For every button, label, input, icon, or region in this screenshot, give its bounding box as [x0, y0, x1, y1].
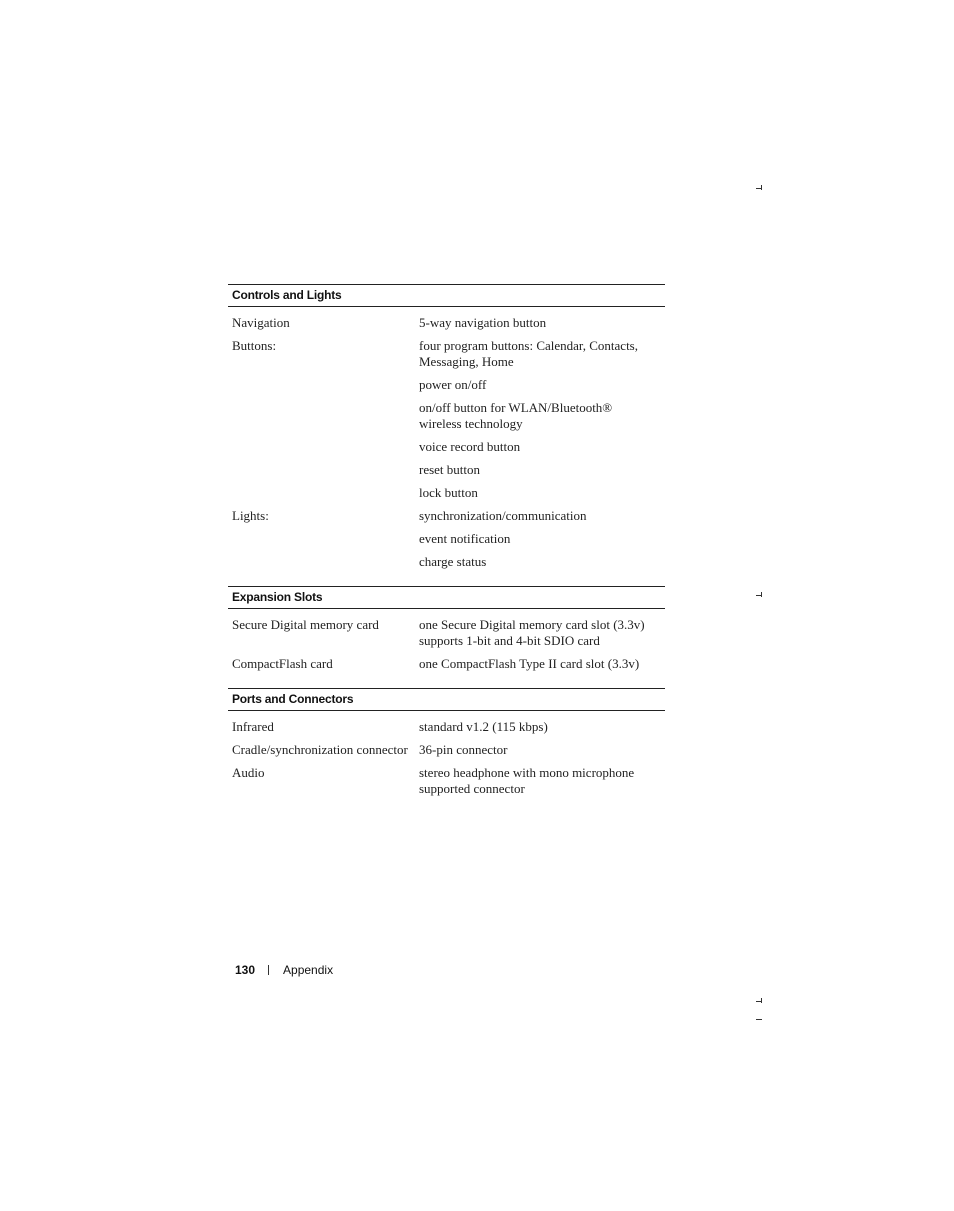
- row-label: Secure Digital memory card: [232, 617, 379, 632]
- row-value: power on/off: [419, 377, 487, 392]
- section-header: Expansion Slots: [228, 586, 665, 609]
- row-value: standard v1.2 (115 kbps): [419, 719, 548, 734]
- row-value: stereo headphone with mono microphone supported connector: [419, 765, 635, 796]
- row-value: charge status: [419, 554, 487, 569]
- section-ports-and-connectors: [228, 688, 665, 813]
- section-controls-and-lights: [228, 284, 665, 586]
- footer-section-name: Appendix: [283, 963, 334, 977]
- table-row: [228, 308, 665, 331]
- table-row: [228, 735, 665, 758]
- section-header: Controls and Lights: [228, 284, 665, 307]
- table-row: [228, 610, 665, 649]
- page-number: 130: [235, 963, 256, 977]
- row-label: Audio: [232, 765, 265, 780]
- row-value: 36-pin connector: [419, 742, 508, 757]
- section-expansion-slots: [228, 586, 665, 688]
- row-label: Navigation: [232, 315, 290, 330]
- section-body: [228, 307, 665, 586]
- table-row: [228, 712, 665, 735]
- row-value: one CompactFlash Type II card slot (3.3v): [419, 656, 640, 671]
- row-value: event notification: [419, 531, 511, 546]
- table-row: [228, 331, 665, 501]
- crop-mark-top: [756, 188, 762, 189]
- row-label: Infrared: [232, 719, 274, 734]
- row-value: one Secure Digital memory card slot (3.3v) supports 1-bit and 4-bit SDIO card: [419, 617, 645, 648]
- row-value: reset button: [419, 462, 481, 477]
- section-body: [228, 711, 665, 813]
- row-value: lock button: [419, 485, 478, 500]
- row-value: four program buttons: Calendar, Contacts, Messaging, Home: [419, 338, 638, 369]
- table-row: [228, 501, 665, 570]
- row-label: Buttons:: [232, 338, 277, 353]
- table-row: [228, 758, 665, 797]
- row-label: Cradle/synchronization connector: [232, 742, 408, 757]
- row-value: 5-way navigation button: [419, 315, 547, 330]
- footer-separator: [268, 965, 269, 975]
- row-label: Lights:: [232, 508, 269, 523]
- crop-mark-bottom-dash: [756, 1019, 762, 1020]
- crop-mark-middle: [756, 595, 762, 596]
- spec-table: [228, 284, 665, 813]
- row-value: synchronization/communication: [419, 508, 587, 523]
- crop-mark-bottom: [756, 1001, 762, 1002]
- table-row: [228, 649, 665, 672]
- section-body: [228, 609, 665, 688]
- row-value: voice record button: [419, 439, 521, 454]
- page-footer: [235, 963, 333, 977]
- section-header: Ports and Connectors: [228, 688, 665, 711]
- row-label: CompactFlash card: [232, 656, 333, 671]
- row-value: on/off button for WLAN/Bluetooth® wireless technology: [419, 400, 613, 431]
